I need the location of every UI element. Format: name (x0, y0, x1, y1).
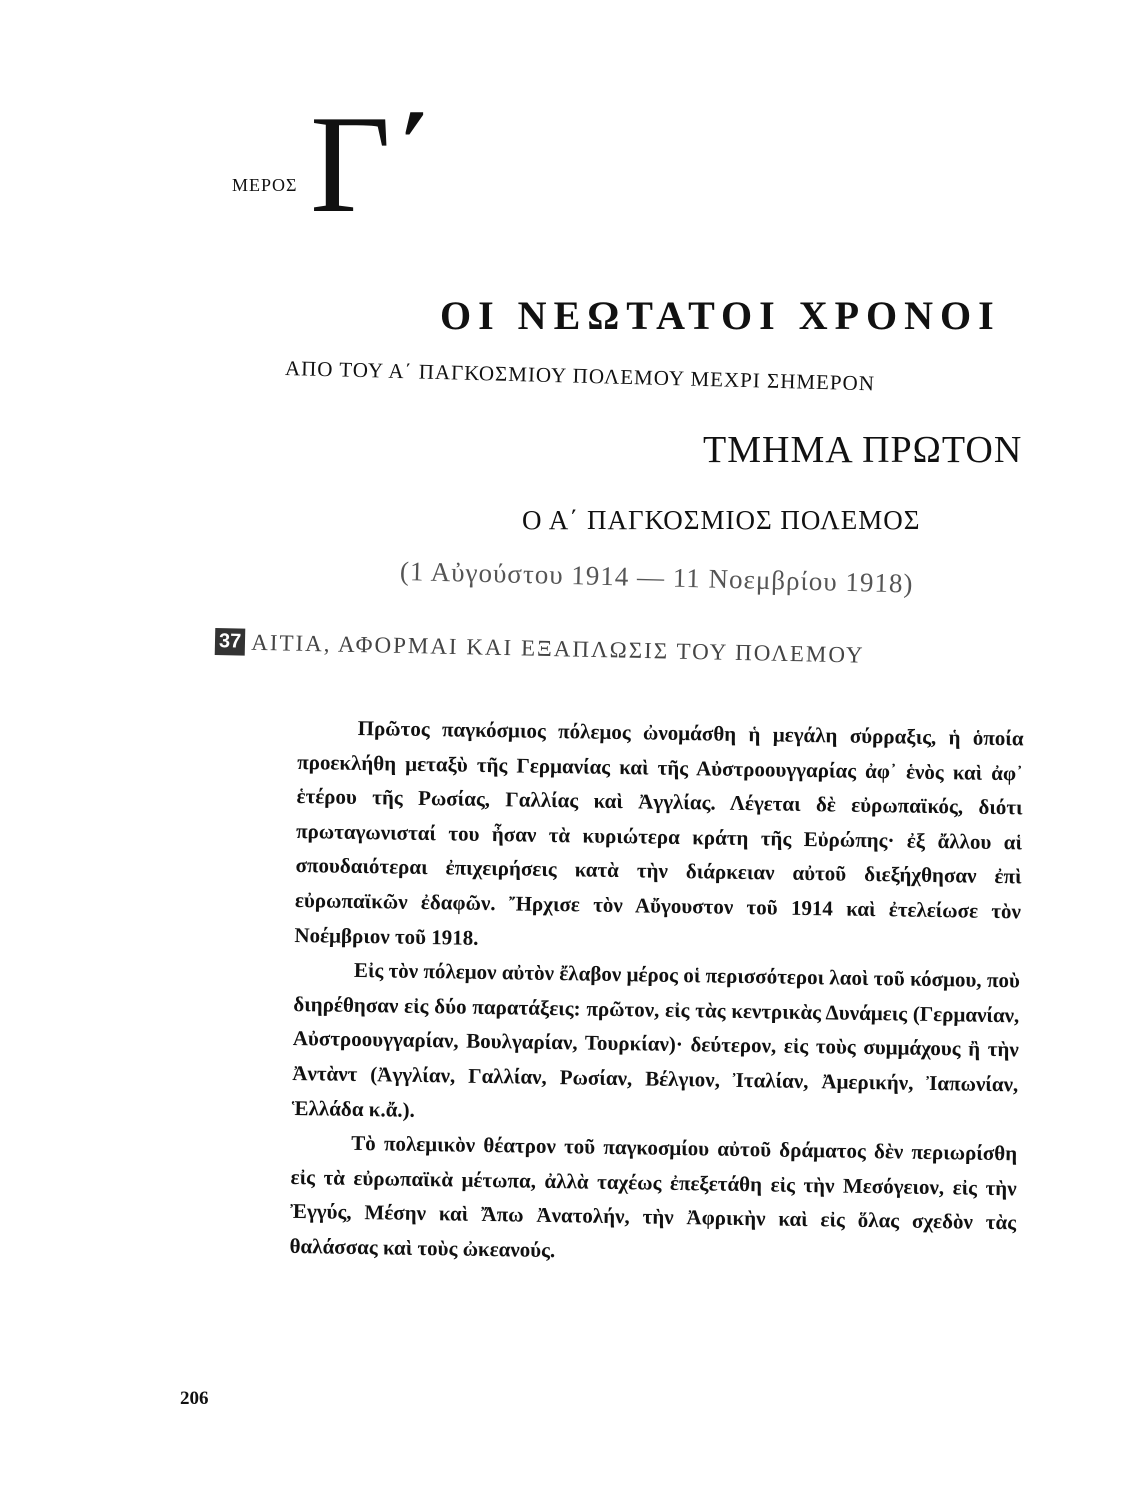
part-label: ΜΕΡΟΣ (232, 175, 298, 195)
part-letter: Γ΄ (310, 87, 438, 242)
paragraph: Πρῶτος παγκόσμιος πόλεμος ὠνομάσθη ἡ μεγάλη σύρραξις, ἡ ὁποία προεκλήθη μεταξὺ τῆς Γερμανίας καὶ τῆς Αὐστροουγγαρίας ἀφ᾿ ἑνὸς καὶ ἀφ᾿ ἑτέρου τῆς Ρωσίας, Γαλλίας καὶ Ἀγγλίας. Λέγεται δὲ εὐρωπαϊκός, διότι πρωταγωνισταί του ἦσαν τὰ κυριώτερα κράτη τῆς Εὐρώπης· ἐξ ἄλλου αἱ σπουδαιότεραι ἐπιχειρήσεις κατὰ τὴν διάρκειαν αὐτοῦ διεξήχθησαν ἐπὶ εὐρωπαϊκῶν ἐδαφῶν. Ἤρχισε τὸν Αὔγουστον τοῦ 1914 καὶ ἐτελείωσε τὸν Νοέμβριον τοῦ 1918. (294, 715, 1024, 950)
body-text (289, 710, 1024, 1275)
lesson-number-badge: 37 (215, 628, 246, 656)
paragraph: Εἰς τὸν πόλεμον αὐτὸν ἔλαβον μέρος οἱ περισσότεροι λαοὶ τοῦ κόσμου, ποὺ διηρέθησαν εἰς δύο παρατάξεις: πρῶτον, εἰς τὰς κεντρικὰς Δυνάμεις (Γερμανίαν, Αὐστροουγγαρίαν, Βουλγαρίαν, Τουρκίαν)· δεύτερον, εἰς τοὺς συμμάχους ἢ τὴν Ἀντὰντ (Ἀγγλίαν, Γαλλίαν, Ρωσίαν, Βέλγιον, Ἰταλίαν, Ἀμερικήν, Ἰαπωνίαν, Ἑλλάδα κ.ἄ.). (291, 958, 1021, 1122)
main-title: ΟΙ ΝΕΩΤΑΤΟΙ ΧΡΟΝΟΙ (440, 293, 1001, 338)
lesson-heading (215, 628, 865, 669)
lesson-title: ΑΙΤΙΑ, ΑΦΟΡΜΑΙ ΚΑΙ ΕΞΑΠΛΩΣΙΣ ΤΟΥ ΠΟΛΕΜΟΥ (250, 629, 865, 668)
section-title: ΤΜΗΜΑ ΠΡΩΤΟΝ (703, 429, 1023, 471)
chapter-title: Ο Α΄ ΠΑΓΚΟΣΜΙΟΣ ΠΟΛΕΜΟΣ (522, 505, 921, 535)
page-number: 206 (180, 1388, 209, 1409)
subtitle: ΑΠΟ ΤΟΥ Α΄ ΠΑΓΚΟΣΜΙΟΥ ΠΟΛΕΜΟΥ ΜΕΧΡΙ ΣΗΜΕΡΟΝ (284, 356, 876, 396)
paragraph: Τὸ πολεμικὸν θέατρον τοῦ παγκοσμίου αὐτοῦ δράματος δὲν περιωρίσθη εἰς τὰ εὐρωπαϊκὰ μέτωπα, ἀλλὰ ταχέως ἐπεξετάθη εἰς τὴν Μεσόγειον, εἰς τὴν Ἐγγύς, Μέσην καὶ Ἄπω Ἀνατολήν, τὴν Ἀφρικὴν καὶ εἰς ὅλας σχεδὸν τὰς θαλάσσας καὶ τοὺς ὠκεανούς. (289, 1131, 1018, 1263)
chapter-dates: (1 Αὐγούστου 1914 — 11 Νοεμβρίου 1918) (399, 556, 914, 599)
